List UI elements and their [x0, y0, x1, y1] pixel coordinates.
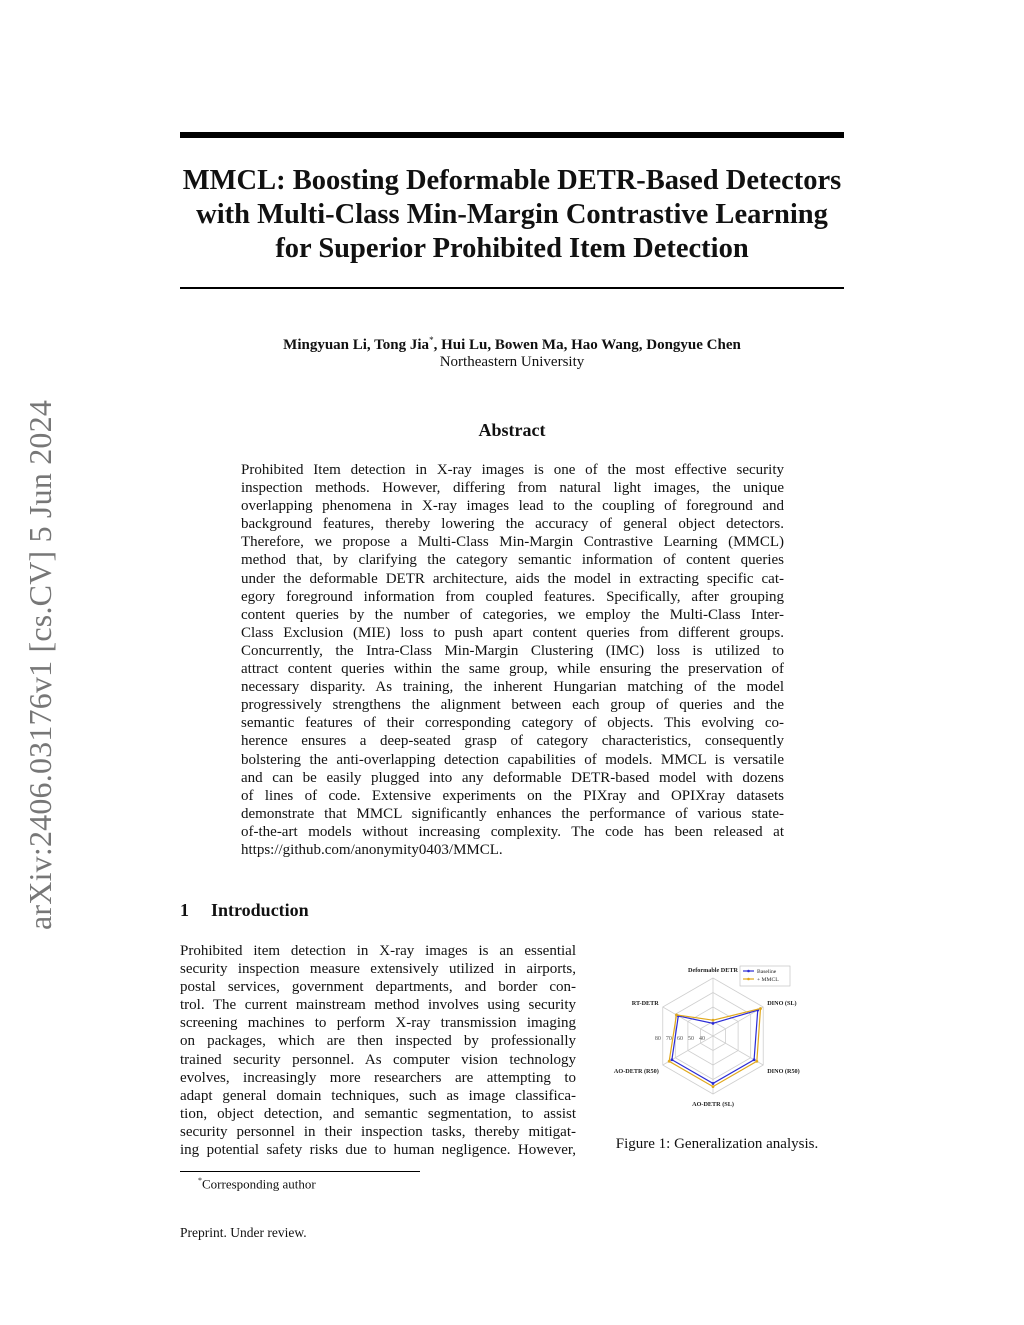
radar-axis-label: Deformable DETR	[687, 967, 739, 974]
text-line: trol. The current mainstream method involves using security	[180, 997, 576, 1014]
text-line: background features, thereby lowering the accuracy of general object detectors.	[241, 516, 784, 533]
text-line: method that, by clarifying the category semantic information of content queries	[241, 552, 784, 569]
authors-rest: , Hui Lu, Bowen Ma, Hao Wang, Dongyue Chen	[433, 337, 741, 353]
radar-data-point	[671, 1058, 674, 1061]
corresponding-mark: *	[429, 335, 434, 345]
text-line: tion, object detection, and semantic segmentation, to assist	[180, 1105, 576, 1122]
text-line: inspection methods. However, differing from natural light images, the unique	[241, 480, 784, 497]
text-line: bolstering the anti-overlapping detection capabilities of models. MMCL is versatile	[241, 751, 784, 768]
text-line: security personnel in their inspection tasks, thereby mitigat-	[180, 1123, 576, 1140]
footnote-text: Corresponding author	[202, 1176, 316, 1192]
text-line: Prohibited item detection in X-ray images is an essential	[180, 943, 576, 959]
text-line: on packages, which are then inspected by professionally	[180, 1033, 576, 1050]
text-line: evolves, increasingly more researchers are attempting to	[180, 1069, 576, 1086]
text-line: egory foreground information from coupled features. Specifically, after grouping	[241, 588, 784, 605]
figure-caption: Figure 1: Generalization analysis.	[615, 1136, 819, 1152]
radar-axis-label: DINO (R50)	[767, 1068, 800, 1075]
affiliation: Northeastern University	[439, 354, 585, 370]
radar-data-point	[759, 1007, 762, 1010]
text-line: of lines of code. Extensive experiments on the PIXray and OPIXray datasets	[241, 787, 784, 804]
radar-axis-label: DINO (SL)	[767, 1000, 797, 1007]
section-heading	[180, 900, 309, 921]
text-line: screening machines to perform X-ray transmission imaging	[180, 1015, 576, 1032]
radar-data-point	[755, 1060, 758, 1063]
radar-axis-label: RT-DETR	[631, 1000, 659, 1007]
text-line: ing potential safety risks due to human negligence. However,	[180, 1142, 576, 1159]
section-title: Introduction	[211, 900, 309, 920]
text-line: of-the-art models without increasing complexity. The code has been released at	[241, 823, 784, 840]
introduction-body	[180, 942, 576, 1159]
text-line: overlapping phenomena in X-ray images lead to the coupling of foreground and	[241, 498, 784, 515]
legend-label: + MMCL	[757, 977, 779, 983]
text-line: Concurrently, the Intra-Class Min-Margin Clustering (IMC) loss is utilized to	[241, 642, 784, 659]
author-list	[180, 335, 844, 354]
radar-tick-label: 40	[698, 1036, 705, 1042]
radar-data-point	[753, 1058, 756, 1061]
text-line: attract content queries within the same group, while ensuring the preservation of	[241, 661, 784, 678]
text-line: postal services, government departments, and border con-	[180, 979, 576, 996]
paper-title	[150, 164, 874, 266]
text-line: security inspection measure extensively utilized in airports,	[180, 961, 576, 978]
legend-marker	[747, 978, 750, 981]
radar-axis-label: AO-DETR (SL)	[692, 1101, 734, 1108]
abstract-heading: Abstract	[478, 420, 546, 440]
title-line: for Superior Prohibited Item Detection	[275, 233, 749, 264]
text-line: herence ensures a deep-seated grasp of category characteristics, consequently	[241, 733, 784, 750]
footnote	[198, 1176, 316, 1192]
text-line: under the deformable DETR architecture, aids the model in extracting specific cat-	[241, 570, 784, 587]
text-line: adapt general domain techniques, such as image classifica-	[180, 1087, 576, 1104]
radar-axis-label: AO-DETR (R50)	[613, 1068, 659, 1075]
radar-chart	[600, 946, 834, 1130]
preprint-note: Preprint. Under review.	[180, 1225, 307, 1240]
text-line: trained security personnel. As computer vision technology	[180, 1051, 576, 1068]
radar-tick-label: 50	[687, 1036, 694, 1042]
radar-data-point	[712, 1085, 715, 1088]
radar-tick-label: 60	[676, 1036, 683, 1042]
legend-label: Baseline	[757, 969, 777, 975]
text-line: progressively strengthens the alignment between each group of queries and the	[241, 697, 784, 714]
text-line: demonstrate that MMCL significantly enhances the performance of various state-	[241, 805, 784, 822]
text-line: Therefore, we propose a Multi-Class Min-Margin Contrastive Learning (MMCL)	[241, 534, 784, 551]
title-line: MMCL: Boosting Deformable DETR-Based Detectors	[182, 165, 842, 196]
radar-data-point	[712, 1082, 715, 1085]
title-bottom-rule	[180, 287, 844, 289]
radar-data-point	[712, 1022, 715, 1025]
legend-marker	[747, 970, 750, 973]
text-line: Class Exclusion (MIE) loss to push apart content queries from different groups.	[241, 624, 784, 641]
radar-data-point	[668, 1060, 671, 1063]
footnote-mark: *	[198, 1176, 202, 1185]
arxiv-identifier: arXiv:2406.03176v1 [cs.CV] 5 Jun 2024	[22, 399, 58, 930]
title-top-rule	[180, 132, 844, 138]
radar-tick-label: 70	[665, 1036, 672, 1042]
text-line: necessary disparity. As training, the inherent Hungarian matching of the model	[241, 679, 784, 696]
title-line: with Multi-Class Min-Margin Contrastive Learning	[196, 199, 828, 230]
text-line: Prohibited Item detection in X-ray images is one of the most effective security	[241, 462, 784, 478]
text-line: https://github.com/anonymity0403/MMCL.	[241, 841, 503, 858]
footnote-rule	[180, 1171, 420, 1172]
abstract-body	[241, 461, 784, 859]
radar-data-point	[675, 1014, 678, 1017]
text-line: semantic features of their corresponding category of objects. This evolving co-	[241, 715, 784, 732]
text-line: and can be easily plugged into any deformable DETR-based model with dozens	[241, 769, 784, 786]
radar-data-point	[712, 1019, 715, 1022]
section-number: 1	[180, 900, 189, 920]
radar-tick-label: 80	[654, 1036, 661, 1042]
authors-first: Mingyuan Li, Tong Jia	[283, 337, 430, 353]
radar-series-line	[672, 1010, 758, 1083]
text-line: content queries by the number of categories, we employ the Multi-Class Inter-	[241, 606, 784, 623]
